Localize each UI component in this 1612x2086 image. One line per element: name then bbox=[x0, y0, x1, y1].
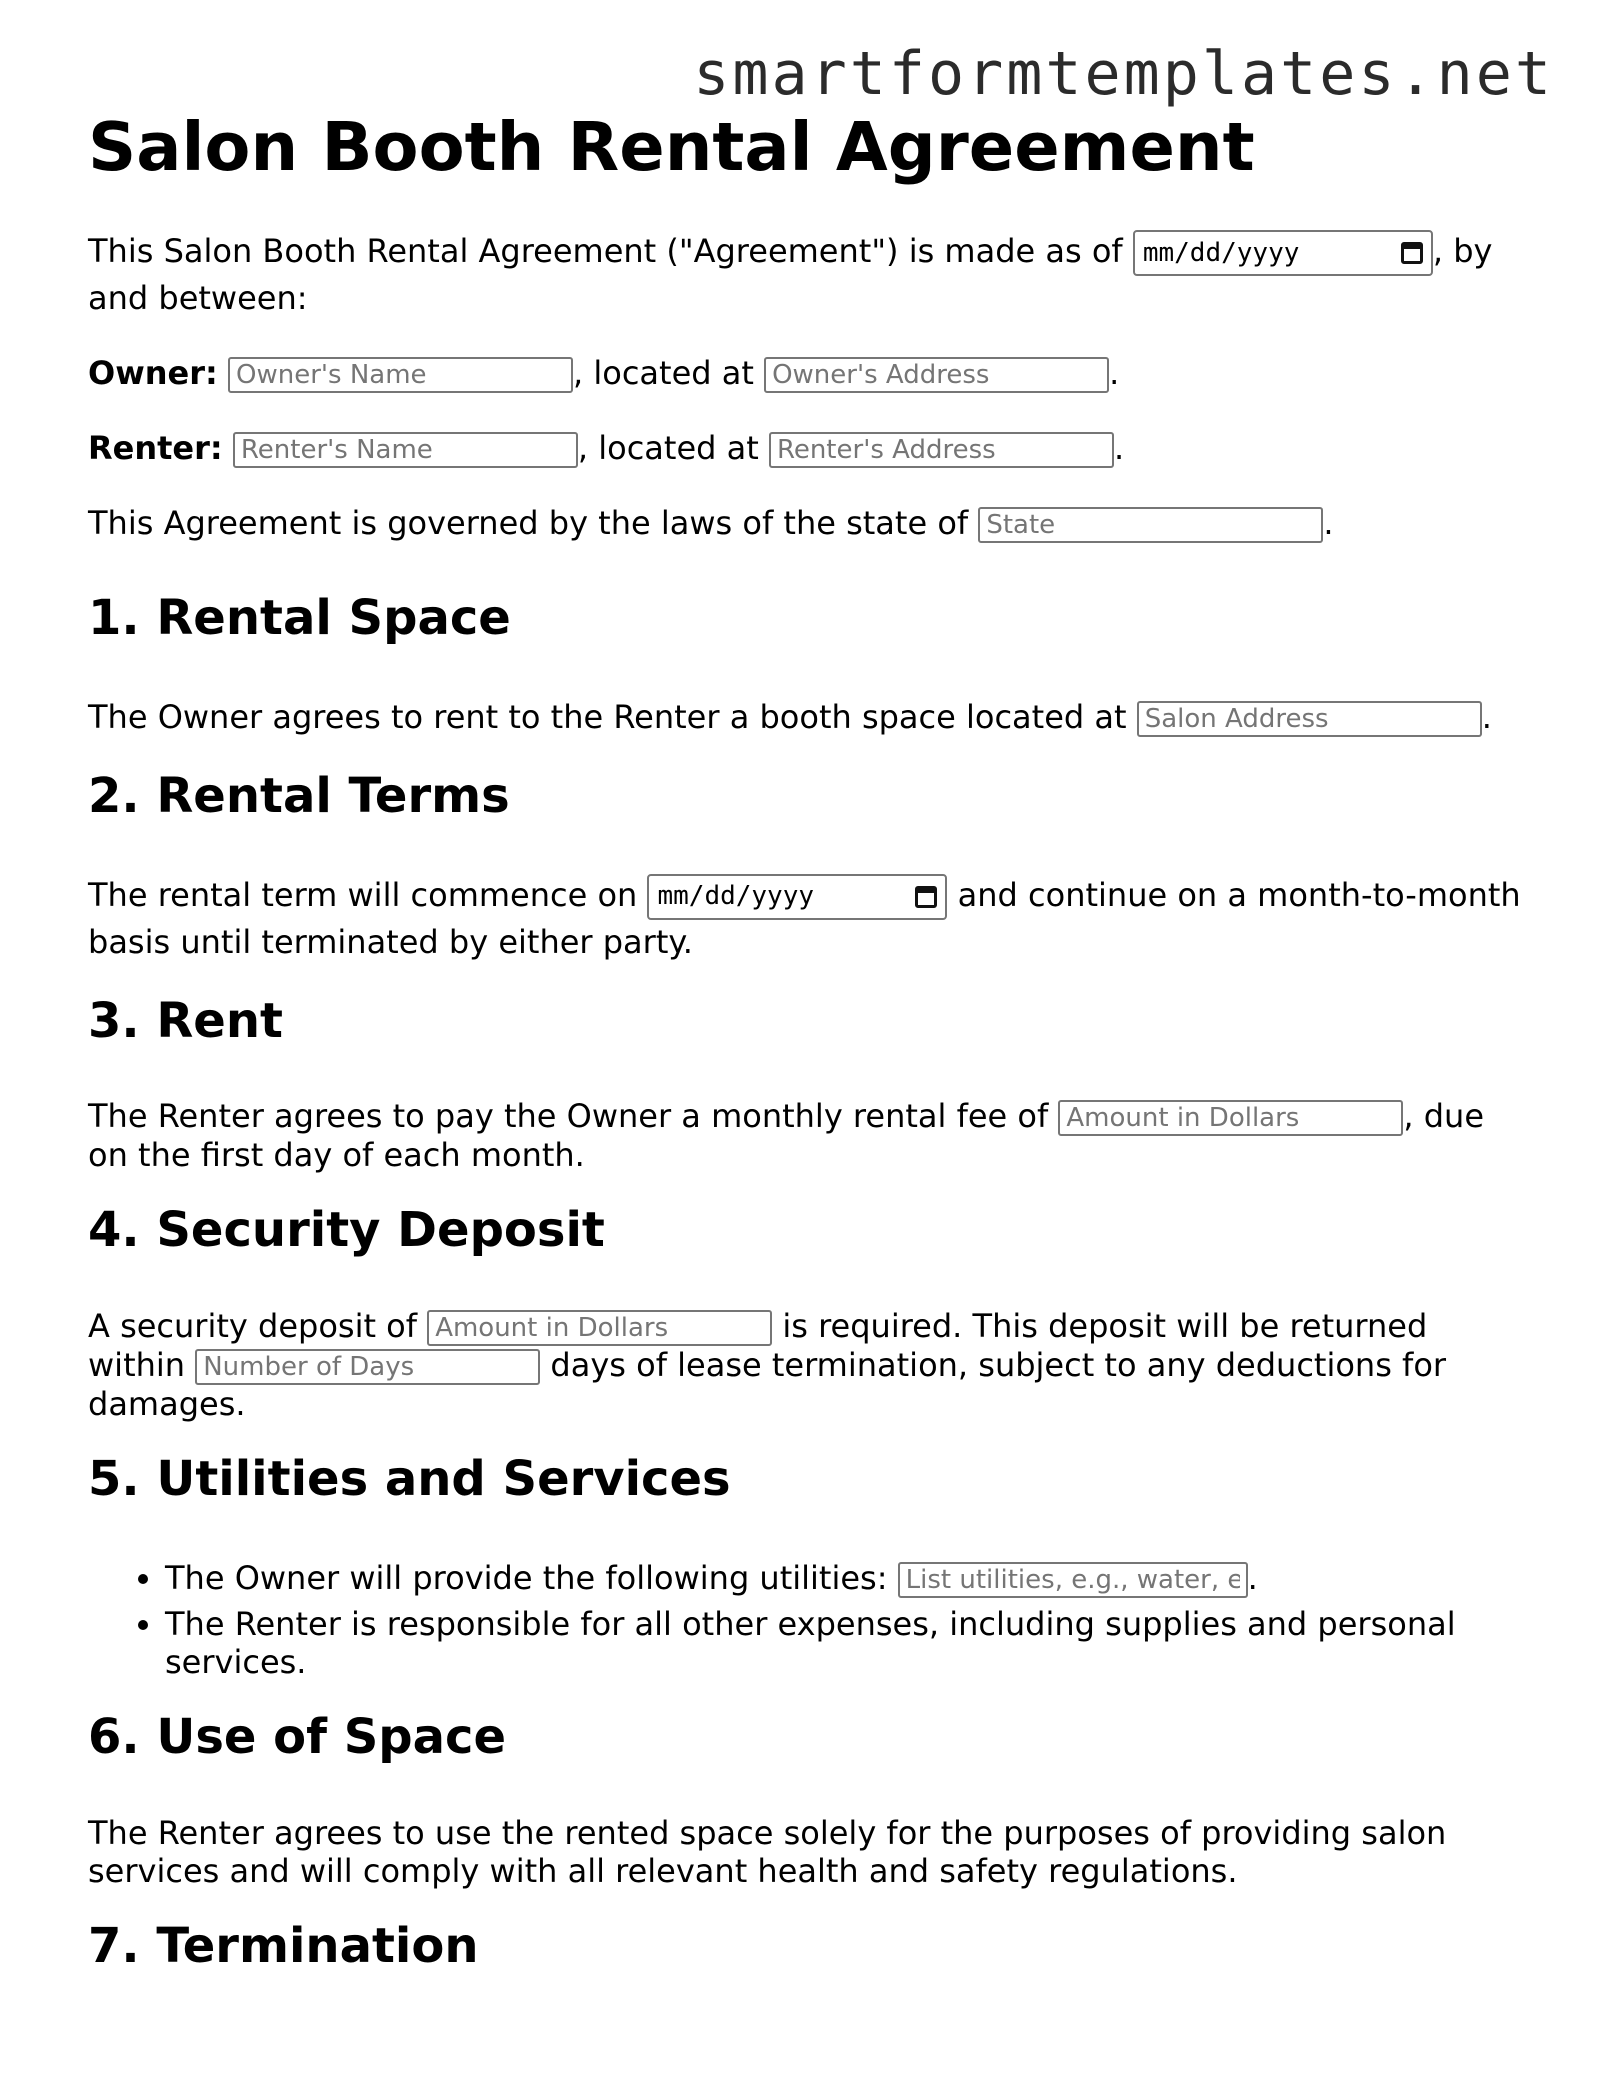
section-3-text bbox=[88, 1097, 1528, 1174]
renter-line-end: . bbox=[1113, 429, 1125, 468]
governing-text: This Agreement is governed by the laws of the state of bbox=[88, 504, 979, 543]
agreement-form bbox=[88, 110, 1528, 2023]
section-3-body: The Renter agrees to pay the Owner a monthly rental fee of bbox=[88, 1097, 1059, 1136]
section-4-title: 4. Security Deposit bbox=[88, 1202, 605, 1259]
governing-law-line bbox=[88, 501, 1528, 546]
owner-located-at: , located at bbox=[573, 354, 765, 393]
calendar-icon[interactable] bbox=[915, 886, 937, 908]
intro-text-end: , by and between: bbox=[88, 232, 1493, 318]
renter-line bbox=[88, 426, 1528, 471]
utilities-list bbox=[88, 1556, 1528, 1681]
section-2-text bbox=[88, 873, 1528, 965]
utilities-text: The Owner will provide the following utilities: bbox=[165, 1559, 898, 1598]
calendar-icon[interactable] bbox=[1401, 242, 1423, 264]
return-days-input[interactable] bbox=[195, 1349, 540, 1385]
owner-label: Owner: bbox=[88, 354, 218, 393]
section-6-title: 6. Use of Space bbox=[88, 1709, 507, 1766]
state-input[interactable] bbox=[978, 507, 1323, 543]
renter-address-input[interactable] bbox=[769, 432, 1114, 468]
section-1-body: The Owner agrees to rent to the Renter a booth space located at bbox=[88, 697, 1137, 736]
section-1-end: . bbox=[1481, 697, 1492, 736]
owner-line-end: . bbox=[1109, 354, 1120, 393]
section-1-title: 1. Rental Space bbox=[88, 590, 511, 647]
section-3-title: 3. Rent bbox=[88, 992, 283, 1049]
section-4-body-end: days of lease termination, subject to any deductions for damages. bbox=[88, 1346, 1447, 1424]
utilities-input[interactable] bbox=[898, 1562, 1248, 1598]
list-item bbox=[165, 1556, 1528, 1601]
salon-address-input[interactable] bbox=[1137, 701, 1482, 737]
section-6-text: The Renter agrees to use the rented space solely for the purposes of providing salon services and will comply with all relevant health and safety regulations. bbox=[88, 1813, 1447, 1890]
intro-paragraph bbox=[88, 229, 1528, 321]
section-3-body-end: , due on the first day of each month. bbox=[88, 1097, 1485, 1175]
section-2-title: 2. Rental Terms bbox=[88, 767, 510, 824]
section-4-text bbox=[88, 1307, 1528, 1423]
section-4-body: A security deposit of bbox=[88, 1307, 428, 1346]
renter-name-input[interactable] bbox=[233, 432, 578, 468]
monthly-rent-input[interactable] bbox=[1058, 1100, 1403, 1136]
commence-date-input[interactable] bbox=[647, 874, 947, 920]
date-placeholder: mm/dd/yyyy bbox=[657, 881, 815, 912]
watermark: smartformtemplates.net bbox=[693, 39, 1554, 109]
section-7-title: 7. Termination bbox=[88, 1917, 479, 1974]
owner-address-input[interactable] bbox=[764, 357, 1109, 393]
section-4-body-middle: is required. This deposit will be returned within bbox=[88, 1307, 1428, 1385]
section-2-body-end: and continue on a month-to-month basis until terminated by either party. bbox=[88, 875, 1521, 961]
intro-text: This Salon Booth Rental Agreement ("Agreement") is made as of bbox=[88, 232, 1133, 271]
section-1-text bbox=[88, 695, 1528, 740]
renter-label: Renter: bbox=[88, 429, 223, 468]
owner-line bbox=[88, 351, 1528, 396]
renter-located-at: , located at bbox=[577, 429, 769, 468]
governing-end: . bbox=[1323, 504, 1334, 543]
section-2-body: The rental term will commence on bbox=[88, 875, 648, 914]
date-placeholder: mm/dd/yyyy bbox=[1142, 237, 1300, 268]
owner-name-input[interactable] bbox=[228, 357, 573, 393]
page-title: Salon Booth Rental Agreement bbox=[88, 108, 1255, 186]
security-deposit-input[interactable] bbox=[427, 1310, 772, 1346]
utilities-end: . bbox=[1247, 1559, 1258, 1598]
list-item: • The Renter is responsible for all other expenses, including supplies and personal services. bbox=[165, 1605, 1528, 1681]
agreement-date-input[interactable] bbox=[1133, 230, 1433, 276]
section-5-title: 5. Utilities and Services bbox=[88, 1451, 731, 1508]
